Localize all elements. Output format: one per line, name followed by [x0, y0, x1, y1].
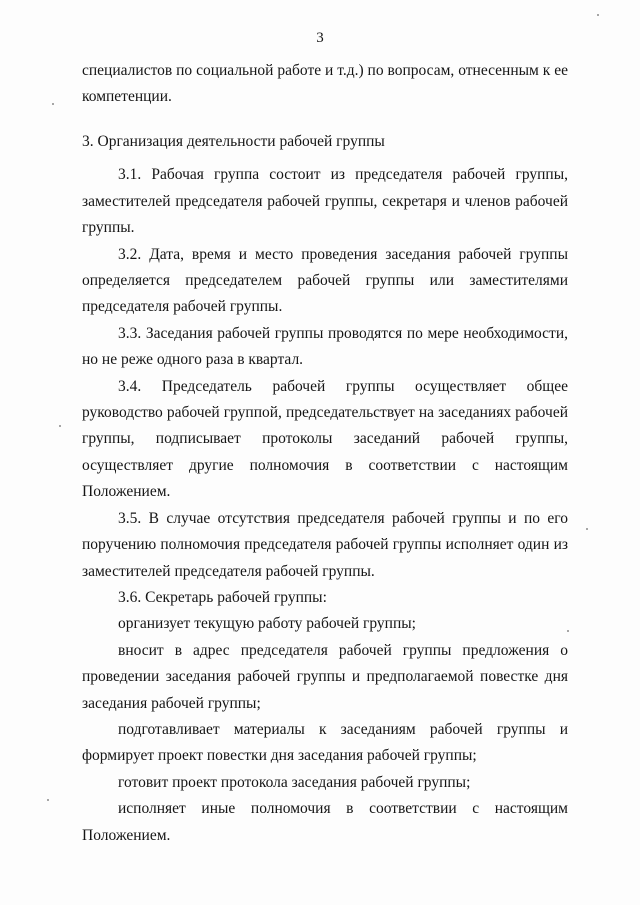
paragraph-3-3: 3.3. Заседания рабочей группы проводятся по мере необходимости, но не реже одного раза в квартал.	[82, 324, 568, 369]
page-number: 3	[316, 30, 324, 46]
section-3-body	[82, 129, 568, 849]
scan-speck	[597, 14, 599, 16]
scan-speck	[567, 630, 569, 632]
paragraph-3-2: 3.2. Дата, время и место проведения заседания рабочей группы определяется председателем рабочей группы или заместителями председателя рабочей группы.	[82, 245, 568, 316]
secretary-duty-4: готовит проект протокола заседания рабочей группы;	[118, 773, 471, 791]
secretary-duty-3: подготавливает материалы к заседаниям рабочей группы и формирует проект повестки дня заседания рабочей группы;	[82, 720, 568, 765]
secretary-duty-2: вносит в адрес председателя рабочей группы предложения о проведении заседания рабочей группы и предполагаемой повестке дня заседания рабочей группы;	[82, 641, 568, 712]
paragraph-3-5: 3.5. В случае отсутствия председателя рабочей группы и по его поручению полномочия председателя рабочей группы исполняет один из заместителей председателя рабочей группы.	[82, 509, 568, 580]
paragraph-3-1: 3.1. Рабочая группа состоит из председателя рабочей группы, заместителей председателя рабочей группы, секретаря и членов рабочей группы.	[82, 166, 568, 237]
lead-paragraph: специалистов по социальной работе и т.д.) по вопросам, отнесенным к ее компетенции.	[82, 62, 568, 106]
paragraph-3-6: 3.6. Секретарь рабочей группы:	[118, 588, 327, 606]
scan-speck	[52, 103, 54, 105]
scan-speck	[47, 799, 49, 801]
section-heading: 3. Организация деятельности рабочей группы	[82, 133, 385, 150]
paragraph-3-4: 3.4. Председатель рабочей группы осуществляет общее руководство рабочей группой, председательствует на заседаниях рабочей группы, подписывает протоколы заседаний рабочей группы, осуществляет другие полномочия в соответствии с настоящим Положением.	[82, 377, 568, 501]
scan-speck	[59, 425, 61, 427]
scan-speck	[586, 528, 588, 530]
lead-text-block	[82, 58, 568, 111]
secretary-duty-1: организует текущую работу рабочей группы;	[118, 615, 416, 633]
secretary-duty-5: исполняет иные полномочия в соответствии с настоящим Положением.	[82, 800, 568, 844]
